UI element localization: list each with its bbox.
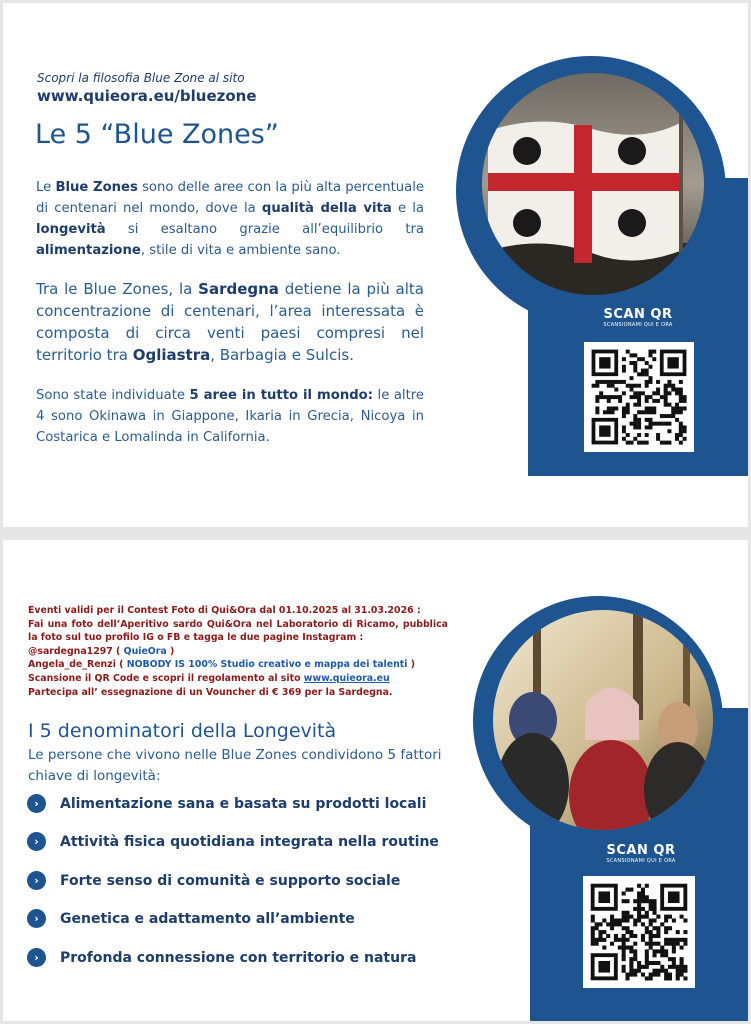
qr-code[interactable] [584, 342, 694, 452]
scan-qr-label: SCAN QR SCANSIONAMI QUI E ORA [603, 307, 673, 328]
bullet-chevron-icon: › [27, 794, 46, 813]
sardinian-women-photo [493, 610, 713, 830]
longevity-subtitle: Le persone che vivono nelle Blue Zones condividono 5 fattori chiave di longevità: [28, 747, 442, 784]
sardinian-flag-photo [482, 73, 704, 295]
site-url[interactable]: www.quieora.eu/bluezone [37, 87, 257, 105]
longevity-title: I 5 denominatori della Longevità [28, 720, 337, 742]
contest-link[interactable]: www.quieora.eu [303, 672, 390, 684]
qr-code[interactable] [583, 876, 695, 988]
bullet-chevron-icon: › [27, 909, 46, 928]
bullet-1: › Alimentazione sana e basata su prodotti locali [27, 794, 426, 813]
bullet-4: › Genetica e adattamento all’ambiente [27, 909, 355, 928]
contest-info: Eventi validi per il Contest Foto di Qui&Ora dal 01.10.2025 al 31.03.2026 : Fai una foto dell’Aperitivo sardo Qui&Ora nel Laboratorio di Ricamo, pubblica la foto sul tuo profilo IG o FB e tagga le due pagine Instagram : @sardegna1297 ( QuieOra ) Angela_de_Renzi ( NOBODY IS 100% Studio creativo e mappa dei talenti ) Scansione il QR Code e scopri il regolamento al sito www.quieora.eu Partecipa all’ essegnazione di un Vouncher di € 369 per la Sardegna. [28, 605, 448, 698]
page-title: Le 5 “Blue Zones” [35, 119, 279, 150]
bullet-5: › Profonda connessione con territorio e natura [27, 948, 416, 967]
page-2 [3, 540, 748, 1021]
paragraph-five-areas: Sono state individuate 5 aree in tutto il mondo: le altre 4 sono Okinawa in Giappone, Ikaria in Grecia, Nicoya in Costarica e Lomalinda in California. [36, 388, 425, 445]
intro-text: Scopri la filosofia Blue Zone al sito [37, 71, 245, 85]
bullet-chevron-icon: › [27, 948, 46, 967]
bullet-chevron-icon: › [27, 871, 46, 890]
paragraph-sardegna: Tra le Blue Zones, la Sardegna detiene la più alta concentrazione di centenari, l’area interessata è composta di circa venti paesi compresi nel territorio tra Ogliastra, Barbagia e Sulcis. [36, 280, 424, 364]
bullet-chevron-icon: › [27, 832, 46, 851]
page-1 [3, 3, 748, 527]
paragraph-blue-zones: Le Blue Zones sono delle aree con la più alta percentuale di centenari nel mondo, dove la qualità della vita e la longevità si esaltano grazie all’equilibrio tra alimentazione, stile di vita e ambiente sano. [36, 180, 425, 258]
scan-qr-label: SCAN QR SCANSIONAMI QUI E ORA [606, 843, 676, 864]
bullet-2: › Attività fisica quotidiana integrata nella routine [27, 832, 439, 851]
bullet-3: › Forte senso di comunità e supporto sociale [27, 871, 400, 890]
